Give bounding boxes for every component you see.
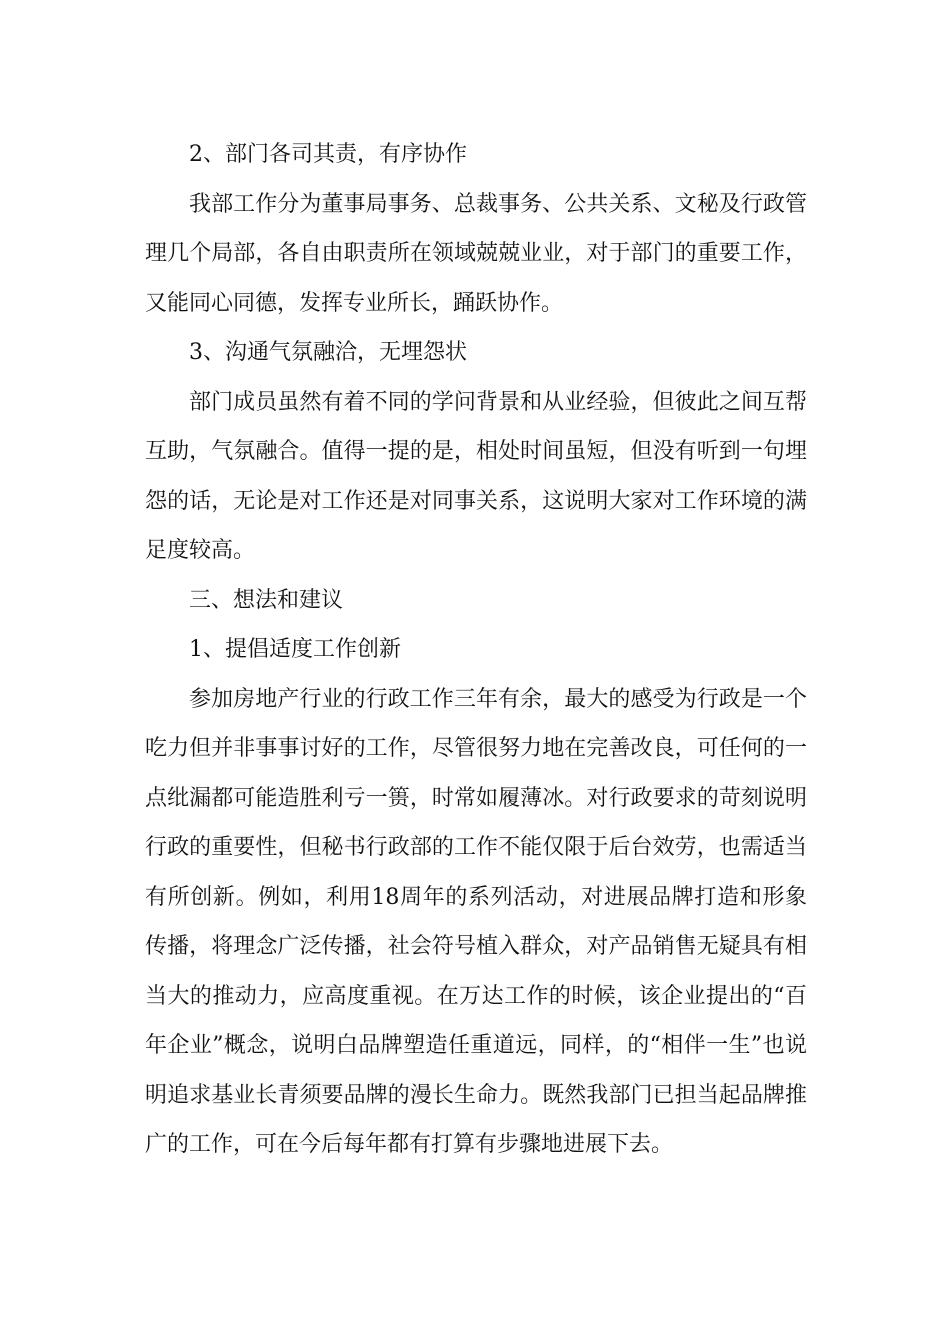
- document-body: [145, 130, 807, 1170]
- section-heading-2: 2、部门各司其责，有序协作: [189, 142, 467, 167]
- section-heading-innovation: 1、提倡适度工作创新: [189, 637, 401, 662]
- section-heading-3: 3、沟通气氛融洽，无埋怨状: [189, 340, 467, 365]
- section-heading-ideas: 三、想法和建议: [189, 587, 344, 613]
- paragraph-team-atmosphere: 部门成员虽然有着不同的学问背景和从业经验，但彼此之间互帮互助，气氛融合。值得一提的是，相处时间虽短，但没有听到一句埋怨的话，无论是对工作还是对同事关系，这说明大家对工作环境的满足度较高。: [145, 389, 807, 563]
- paragraph-innovation: 参加房地产行业的行政工作三年有余，最大的感受为行政是一个吃力但并非事事讨好的工作，尽管很努力地在完善改良，可任何的一点纰漏都可能造胜利亏一篑，时常如履薄冰。对行政要求的苛刻说明行政的重要性，但秘书行政部的工作不能仅限于后台效劳，也需适当有所创新。例如，利用18周年的系列活动，对进展品牌打造和形象传播，将理念广泛传播，社会符号植入群众，对产品销售无疑具有相当大的推动力，应高度重视。在万达工作的时候，该企业提出的“百年企业”概念，说明白品牌塑造任重道远，同样，的“相伴一生”也说明追求基业长青须要品牌的漫长生命力。既然我部门已担当起品牌推广的工作，可在今后每年都有打算有步骤地进展下去。: [145, 686, 807, 1157]
- paragraph-division-of-work: 我部工作分为董事局事务、总裁事务、公共关系、文秘及行政管理几个局部，各自由职责所在领域兢兢业业，对于部门的重要工作，又能同心同德，发挥专业所长，踊跃协作。: [145, 191, 807, 316]
